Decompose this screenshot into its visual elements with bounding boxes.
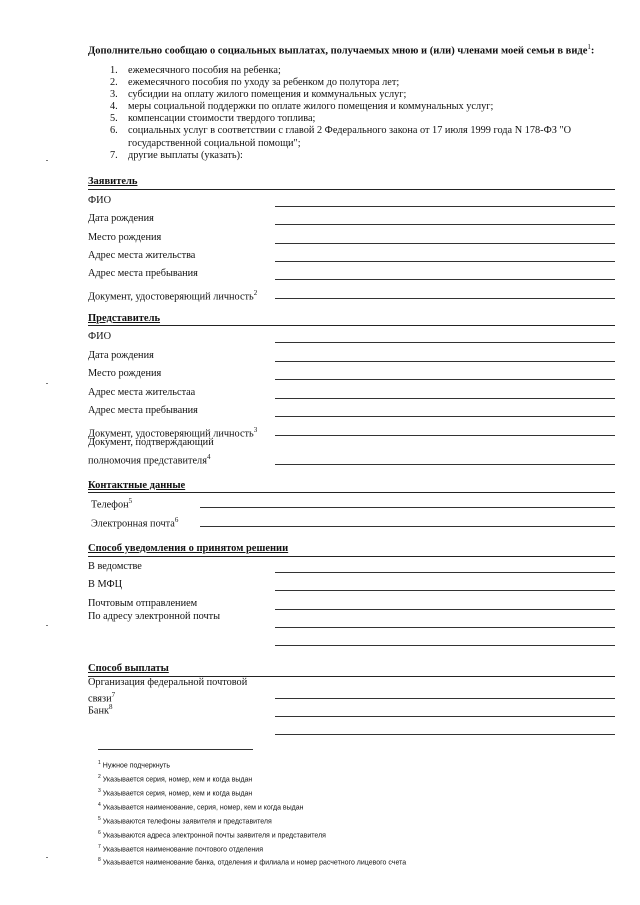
payout-number: 4. xyxy=(110,101,118,113)
representative-authority-doc-field[interactable] xyxy=(275,464,615,465)
representative-authority-doc-label-line1: Документ, подтверждающий xyxy=(88,437,214,448)
footnote-ref: 7 xyxy=(111,691,116,699)
payment-bank-label xyxy=(88,701,113,717)
applicant-id-doc-text: Документ, удостоверяющий личность xyxy=(88,291,254,303)
payout-text: ежемесячного пособия по уходу за ребенком до полутора лет; xyxy=(128,77,400,89)
section-rule xyxy=(88,556,615,557)
notify-mfc-field[interactable] xyxy=(275,590,615,591)
payout-item[interactable] xyxy=(110,89,610,101)
payout-text: компенсации стоимости твердого топлива; xyxy=(128,113,316,125)
footnote-ref: 6 xyxy=(174,516,179,524)
footnote-ref: 3 xyxy=(253,426,258,434)
payout-list xyxy=(110,65,610,162)
footnote-text: Указывается наименование банка, отделения и филиала и номер расчетного лицевого счета xyxy=(102,859,407,867)
footnote xyxy=(98,786,406,800)
intro-paragraph xyxy=(88,41,608,58)
footnote xyxy=(98,828,406,842)
payout-number: 5. xyxy=(110,113,118,125)
payment-post-field[interactable] xyxy=(275,698,615,699)
phone-text: Телефон xyxy=(91,499,129,511)
payout-number: 3. xyxy=(110,89,118,101)
scan-speck xyxy=(46,160,48,161)
notify-agency-field[interactable] xyxy=(275,572,615,573)
representative-birth-date-label: Дата рождения xyxy=(88,350,154,361)
representative-residence-field[interactable] xyxy=(275,398,615,399)
notification-heading: Способ уведомления о принятом решении xyxy=(88,543,289,554)
applicant-heading: Заявитель xyxy=(88,176,138,187)
footnote xyxy=(98,855,406,869)
payout-item[interactable] xyxy=(110,113,610,125)
payment-heading: Способ выплаты xyxy=(88,663,169,674)
applicant-fio-label: ФИО xyxy=(88,195,112,206)
payout-item[interactable] xyxy=(110,101,610,113)
footnote-ref: 1 xyxy=(587,43,591,51)
representative-authority-doc-text: полномочия представителя xyxy=(88,455,207,467)
payout-number: 1. xyxy=(110,65,118,76)
representative-birth-date-field[interactable] xyxy=(275,361,615,362)
representative-id-doc-text: Документ, удостоверяющий личность xyxy=(88,428,254,440)
payout-text: меры социальной поддержки по оплате жилого помещения и коммунальных услуг; xyxy=(128,101,494,113)
applicant-residence-label: Адрес места жительства xyxy=(88,250,196,261)
footnote-number: 7 xyxy=(98,843,101,850)
phone-label xyxy=(91,495,132,511)
notify-agency-option[interactable]: В ведомстве xyxy=(88,561,142,572)
notify-mail-option[interactable]: Почтовым отправлением xyxy=(88,598,198,609)
applicant-birth-date-label: Дата рождения xyxy=(88,213,154,224)
section-rule xyxy=(88,189,615,190)
representative-birth-place-field[interactable] xyxy=(275,379,615,380)
applicant-id-doc-field[interactable] xyxy=(275,298,615,299)
footnote xyxy=(98,842,406,856)
footnote-number: 4 xyxy=(98,801,101,808)
footnote-number: 2 xyxy=(98,773,101,780)
footnote-ref: 2 xyxy=(253,289,258,297)
footnote-number: 6 xyxy=(98,829,101,836)
footnote xyxy=(98,800,406,814)
email-label xyxy=(91,514,178,530)
footnote-number: 3 xyxy=(98,787,101,794)
payout-number: 7. xyxy=(110,149,118,161)
payment-bank-text: Банк xyxy=(88,705,109,717)
footnote-text: Указывается серия, номер, кем и когда выдан xyxy=(102,776,253,784)
scan-speck xyxy=(46,383,48,384)
email-text: Электронная почта xyxy=(91,518,175,530)
footnote-number: 8 xyxy=(98,857,101,864)
applicant-stay-label: Адрес места пребывания xyxy=(88,268,198,279)
footnote-separator xyxy=(98,749,253,750)
payout-item[interactable] xyxy=(110,150,610,162)
email-field[interactable] xyxy=(200,526,615,527)
payment-post-label-line1: Организация федеральной почтовой xyxy=(88,677,248,688)
notify-mail-field[interactable] xyxy=(275,609,615,610)
applicant-residence-field[interactable] xyxy=(275,261,615,262)
footnote-text: Указывается наименование почтового отделения xyxy=(102,845,263,853)
footnote-ref: 5 xyxy=(128,497,133,505)
representative-birth-place-label: Место рождения xyxy=(88,368,162,379)
representative-authority-doc-label-line2 xyxy=(88,451,210,467)
payout-text: субсидии на оплату жилого помещения и коммунальных услуг; xyxy=(128,89,407,101)
intro-text: Дополнительно сообщаю о социальных выплатах, получаемых мною и (или) членами моей семьи в виде xyxy=(88,45,588,57)
payout-text: другие выплаты (указать): xyxy=(128,149,243,161)
payout-item[interactable] xyxy=(110,125,610,149)
representative-stay-field[interactable] xyxy=(275,416,615,417)
representative-residence-label: Адрес места жительстaa xyxy=(88,387,196,398)
applicant-birth-place-field[interactable] xyxy=(275,243,615,244)
footnote-text: Указывается серия, номер, кем и когда выдан xyxy=(102,790,253,798)
footnote xyxy=(98,772,406,786)
footnote-ref: 4 xyxy=(206,453,211,461)
representative-fio-field[interactable] xyxy=(275,342,615,343)
footnote-text: Указываются адреса электронной почты заявителя и представителя xyxy=(102,831,326,839)
notify-email-field[interactable] xyxy=(275,627,615,628)
representative-id-doc-field[interactable] xyxy=(275,435,615,436)
footnote-text: Нужное подчеркнуть xyxy=(102,762,171,770)
notify-email-option[interactable]: По адресу электронной почты xyxy=(88,611,221,622)
applicant-fio-field[interactable] xyxy=(275,206,615,207)
scan-speck xyxy=(46,625,48,626)
footnote-number: 1 xyxy=(98,760,101,766)
footnote xyxy=(98,814,406,828)
payout-text: социальных услуг в соответствии с главой 2 Федерального закона от 17 июля 1999 года N 178-ФЗ "О государственной социальной помощи"; xyxy=(128,125,572,149)
payout-text: ежемесячного пособия на ребенка; xyxy=(128,65,281,76)
section-rule xyxy=(88,492,615,493)
representative-fio-label: ФИО xyxy=(88,331,112,342)
applicant-stay-field[interactable] xyxy=(275,279,615,280)
scan-speck xyxy=(46,857,48,858)
payment-bank-extra-field[interactable] xyxy=(275,734,615,735)
applicant-id-doc-label xyxy=(88,287,257,303)
representative-stay-label: Адрес места пребывания xyxy=(88,405,198,416)
section-rule xyxy=(88,325,615,326)
footnote-text: Указываются телефоны заявителя и представителя xyxy=(102,818,272,826)
applicant-birth-place-label: Место рождения xyxy=(88,232,162,243)
payout-number: 2. xyxy=(110,77,118,89)
footnotes xyxy=(98,758,406,869)
payment-bank-field[interactable] xyxy=(275,716,615,717)
payment-post-text: связи xyxy=(88,693,112,705)
payout-item[interactable] xyxy=(110,65,610,77)
footnote-ref: 8 xyxy=(109,703,113,711)
notify-extra-field[interactable] xyxy=(275,645,615,646)
applicant-birth-date-field[interactable] xyxy=(275,224,615,225)
footnote xyxy=(98,758,406,772)
footnote-text: Указывается наименование, серия, номер, кем и когда выдан xyxy=(102,804,304,812)
phone-field[interactable] xyxy=(200,507,615,508)
notify-mfc-option[interactable]: В МФЦ xyxy=(88,579,123,590)
intro-tail: : xyxy=(590,45,595,57)
payout-number: 6. xyxy=(110,125,118,137)
footnote-number: 5 xyxy=(98,815,101,822)
contacts-heading: Контактные данные xyxy=(88,480,186,491)
payout-item[interactable] xyxy=(110,77,610,89)
representative-heading: Представитель xyxy=(88,313,161,324)
